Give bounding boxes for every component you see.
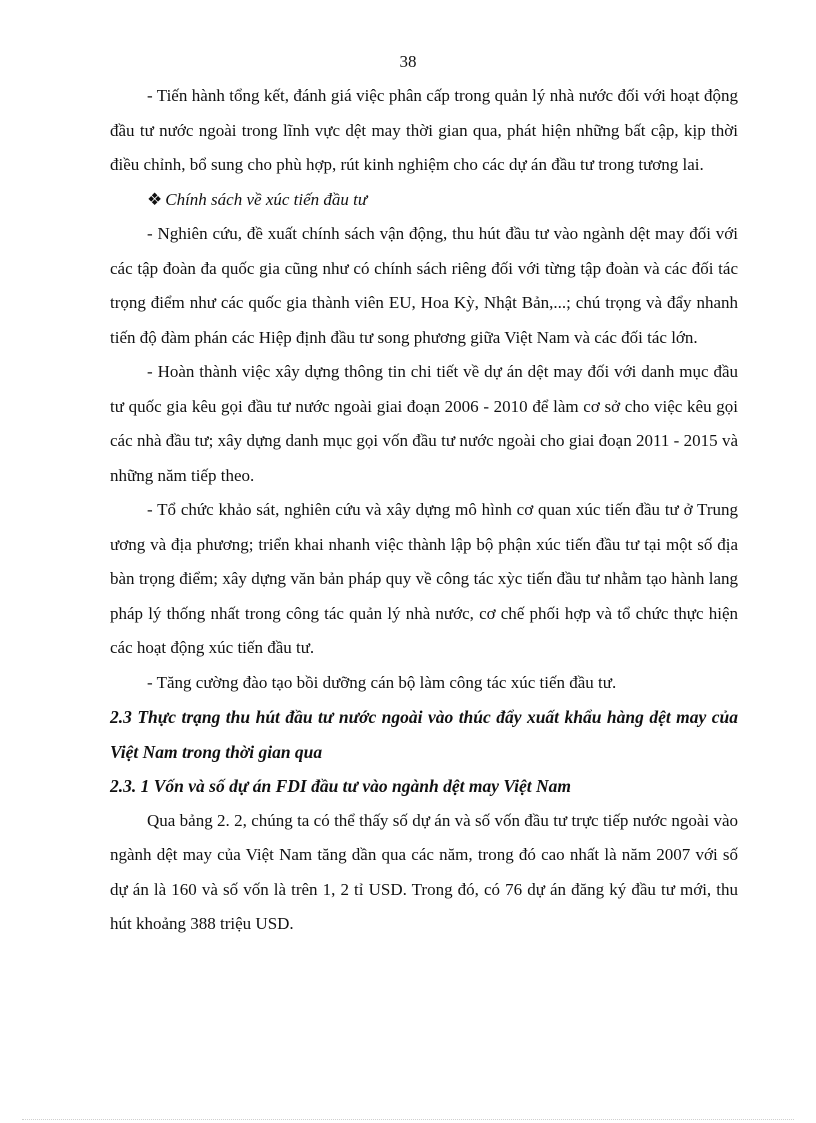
page-bottom-rule bbox=[22, 1119, 794, 1120]
paragraph-promotion-agency: - Tổ chức khảo sát, nghiên cứu và xây dựng mô hình cơ quan xúc tiến đầu tư ở Trung ương và địa phương; triển khai nhanh việc thành lập bộ phận xúc tiến đầu tư tại một số địa bàn trọng điểm; xây dựng văn bản pháp quy về công tác xỳc tiến đầu tư nhằm tạo hành lang pháp lý thống nhất trong công tác quản lý nhà nước, cơ chế phối hợp và tổ chức thực hiện các hoạt động xúc tiến đầu tư. bbox=[110, 500, 738, 657]
subheading-investment-promotion bbox=[110, 183, 738, 218]
section-heading-2-3-1: 2.3. 1 Vốn và số dự án FDI đầu tư vào ngành dệt may Việt Nam bbox=[110, 776, 571, 796]
paragraph-fdi-overview: Qua bảng 2. 2, chúng ta có thể thấy số dự án và số vốn đầu tư trực tiếp nước ngoài vào ngành dệt may của Việt Nam tăng dần qua các năm, trong đó cao nhất là năm 2007 với số dự án là 160 và số vốn là trên 1, 2 tỉ USD. Trong đó, có 76 dự án đăng ký đầu tư mới, thu hút khoảng 388 triệu USD. bbox=[110, 810, 738, 933]
paragraph-policy-research: - Nghiên cứu, đề xuất chính sách vận động, thu hút đầu tư vào ngành dệt may đối với các tập đoàn đa quốc gia cũng như có chính sách riêng đối với từng tập đoàn và các đối tác trọng điểm như các quốc gia thành viên EU, Hoa Kỳ, Nhật Bản,...; chú trọng và đẩy nhanh tiến độ đàm phán các Hiệp định đầu tư song phương giữa Việt Nam và các đối tác lớn. bbox=[110, 224, 738, 347]
paragraph-staff-training: - Tăng cường đào tạo bồi dưỡng cán bộ làm công tác xúc tiến đầu tư. bbox=[147, 672, 617, 692]
paragraph-decentralization-review: - Tiến hành tổng kết, đánh giá việc phân cấp trong quản lý nhà nước đối với hoạt động đầu tư nước ngoài trong lĩnh vực dệt may thời gian qua, phát hiện những bất cập, kịp thời điều chỉnh, bổ sung cho phù hợp, rút kinh nghiệm cho các dự án đầu tư trong tương lai. bbox=[110, 86, 738, 174]
paragraph-project-info: - Hoàn thành việc xây dựng thông tin chi tiết về dự án dệt may đối với danh mục đầu tư quốc gia kêu gọi đầu tư nước ngoài giai đoạn 2006 - 2010 để làm cơ sở cho việc kêu gọi các nhà đầu tư; xây dựng danh mục gọi vốn đầu tư nước ngoài cho giai đoạn 2011 - 2015 và những năm tiếp theo. bbox=[110, 362, 738, 485]
section-heading-2-3: 2.3 Thực trạng thu hút đầu tư nước ngoài vào thúc đẩy xuất khẩu hàng dệt may của Việt Nam trong thời gian qua bbox=[110, 707, 738, 762]
document-body bbox=[110, 79, 738, 942]
page-number: 38 bbox=[399, 52, 417, 71]
subheading-text: Chính sách về xúc tiến đầu tư bbox=[165, 189, 368, 209]
diamond-bullet-icon: ❖ bbox=[147, 189, 163, 209]
